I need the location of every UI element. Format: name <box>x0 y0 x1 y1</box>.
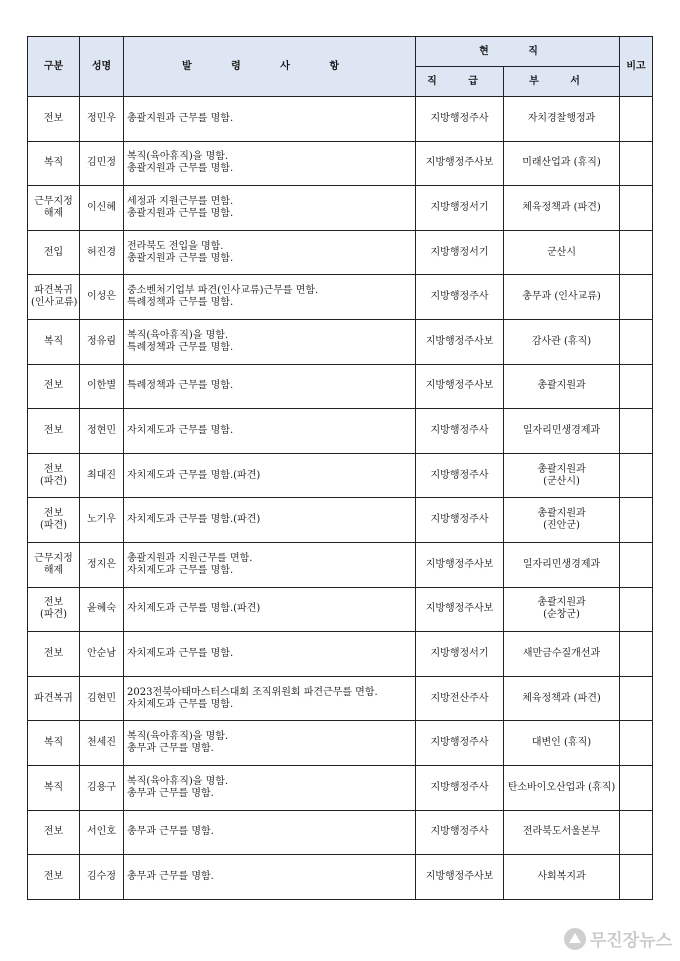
category-cell <box>28 721 80 766</box>
department-cell-line: 대변인 (휴직) <box>531 737 592 749</box>
rank-cell: 지방행정주사 <box>416 409 504 454</box>
department-cell-line: 미래산업과 (휴직) <box>522 157 601 169</box>
category-cell <box>28 186 80 231</box>
department-cell-line: 체육정책과 (파견) <box>522 201 601 213</box>
table-row <box>28 765 653 810</box>
table-row <box>28 409 653 454</box>
remarks-cell <box>620 97 653 142</box>
department-cell <box>504 498 620 543</box>
rank-cell: 지방전산주사 <box>416 676 504 721</box>
department-cell-line: 총괄지원과 <box>537 597 586 609</box>
table-row <box>28 632 653 677</box>
header-remarks: 비고 <box>620 37 653 97</box>
department-cell-line: (순창군) <box>543 609 580 621</box>
rank-cell: 지방행정주사 <box>416 498 504 543</box>
category-cell-line: 전보 <box>43 424 64 436</box>
remarks-cell <box>620 542 653 587</box>
header-row-1 <box>28 37 653 67</box>
category-cell-line: (파견) <box>39 520 68 532</box>
category-cell <box>28 498 80 543</box>
name-cell: 정현민 <box>80 409 124 454</box>
table-row <box>28 141 653 186</box>
name-cell: 허진경 <box>80 230 124 275</box>
order-cell-line: 세정과 지원근무를 면함. <box>127 195 234 207</box>
category-cell-line: 파견복귀 <box>34 285 73 297</box>
name-cell: 정민우 <box>80 97 124 142</box>
remarks-cell <box>620 409 653 454</box>
name-cell: 이한별 <box>80 364 124 409</box>
order-cell-line: 복직(육아휴직)을 명함. <box>127 731 229 743</box>
order-cell-line: 총무과 근무를 명함. <box>127 870 214 882</box>
header-name: 성명 <box>80 37 124 97</box>
category-cell <box>28 676 80 721</box>
category-cell <box>28 141 80 186</box>
department-cell <box>504 453 620 498</box>
header-order: 발 령 사 항 <box>124 37 416 97</box>
category-cell <box>28 765 80 810</box>
department-cell-line: 감사관 (휴직) <box>531 335 592 347</box>
order-cell <box>124 542 416 587</box>
category-cell <box>28 855 80 900</box>
order-cell-line: 총괄지원과 근무를 명함. <box>127 163 234 175</box>
category-cell-line: 파견복귀 <box>34 692 73 704</box>
category-cell <box>28 453 80 498</box>
department-cell <box>504 230 620 275</box>
table-row <box>28 721 653 766</box>
table-row <box>28 186 653 231</box>
department-cell-line: 탄소바이오산업과 (휴직) <box>507 781 616 793</box>
department-cell-line: 체육정책과 (파견) <box>522 692 601 704</box>
category-cell-line: (인사교류) <box>31 297 78 309</box>
category-cell-line: 전보 <box>43 463 64 475</box>
category-cell-line: 전보 <box>43 870 64 882</box>
remarks-cell <box>620 319 653 364</box>
order-cell <box>124 364 416 409</box>
rank-cell: 지방행정주사 <box>416 810 504 855</box>
rank-cell: 지방행정서기 <box>416 230 504 275</box>
remarks-cell <box>620 364 653 409</box>
remarks-cell <box>620 632 653 677</box>
remarks-cell <box>620 810 653 855</box>
table-row <box>28 810 653 855</box>
department-cell-line: 새만금수질개선과 <box>522 647 601 659</box>
remarks-cell <box>620 141 653 186</box>
mountain-logo-icon <box>564 928 586 950</box>
department-cell <box>504 632 620 677</box>
table-row <box>28 498 653 543</box>
order-cell-line: 중소벤처기업부 파견(인사교류)근무를 면함. <box>127 285 319 297</box>
category-cell-line: 근무지정 <box>34 552 73 564</box>
order-cell-line: 총무과 근무를 명함. <box>127 743 214 755</box>
department-cell-line: 총괄지원과 <box>537 380 586 392</box>
remarks-cell <box>620 230 653 275</box>
category-cell-line: 근무지정 <box>34 195 73 207</box>
rank-cell: 지방행정주사보 <box>416 141 504 186</box>
name-cell: 김수정 <box>80 855 124 900</box>
rank-cell: 지방행정주사 <box>416 275 504 320</box>
rank-cell: 지방행정서기 <box>416 632 504 677</box>
order-cell <box>124 676 416 721</box>
table-row <box>28 364 653 409</box>
department-cell-line: 총괄지원과 <box>537 508 586 520</box>
category-cell-line: 전보 <box>43 508 64 520</box>
rank-cell: 지방행정주사 <box>416 453 504 498</box>
rank-cell: 지방행정주사보 <box>416 364 504 409</box>
department-cell-line: 사회복지과 <box>537 870 586 882</box>
department-cell-line: 총무과 (인사교류) <box>522 291 601 303</box>
name-cell: 김용구 <box>80 765 124 810</box>
department-cell <box>504 409 620 454</box>
name-cell: 안순남 <box>80 632 124 677</box>
rank-cell: 지방행정서기 <box>416 186 504 231</box>
name-cell: 김현민 <box>80 676 124 721</box>
order-cell <box>124 409 416 454</box>
order-cell-line: 자치제도과 근무를 명함. <box>127 564 234 576</box>
order-cell-line: 자치제도과 근무를 명함. <box>127 698 234 710</box>
category-cell-line: 전보 <box>43 380 64 392</box>
category-cell-line: 전보 <box>43 647 64 659</box>
category-cell-line: 복직 <box>43 781 64 793</box>
table-row <box>28 587 653 632</box>
header-category: 구분 <box>28 37 80 97</box>
department-cell <box>504 186 620 231</box>
category-cell <box>28 542 80 587</box>
roster-body <box>28 97 653 900</box>
table-row <box>28 319 653 364</box>
remarks-cell <box>620 186 653 231</box>
category-cell-line: 해제 <box>43 564 64 576</box>
category-cell-line: 복직 <box>43 737 64 749</box>
table-row <box>28 542 653 587</box>
remarks-cell <box>620 855 653 900</box>
department-cell <box>504 319 620 364</box>
department-cell-line: 일자리민생경제과 <box>522 424 601 436</box>
remarks-cell <box>620 275 653 320</box>
name-cell: 김민정 <box>80 141 124 186</box>
department-cell <box>504 721 620 766</box>
name-cell: 정유림 <box>80 319 124 364</box>
remarks-cell <box>620 721 653 766</box>
order-cell <box>124 765 416 810</box>
department-cell <box>504 587 620 632</box>
order-cell-line: 특례정책과 근무를 명함. <box>127 341 234 353</box>
order-cell-line: 총괄지원과 근무를 명함. <box>127 252 234 264</box>
category-cell-line: 해제 <box>43 207 64 219</box>
category-cell <box>28 97 80 142</box>
header-department: 부 서 <box>504 67 620 97</box>
table-row <box>28 230 653 275</box>
department-cell-line: (군산시) <box>543 475 580 487</box>
order-cell-line: 2023전북아태마스터스대회 조직위원회 파견근무를 면함. <box>127 686 378 698</box>
category-cell <box>28 319 80 364</box>
remarks-cell <box>620 498 653 543</box>
order-cell-line: 총무과 근무를 명함. <box>127 826 214 838</box>
order-cell-line: 총괄지원과 근무를 명함. <box>127 112 234 124</box>
department-cell <box>504 855 620 900</box>
order-cell-line: 자치제도과 근무를 명함. <box>127 424 234 436</box>
order-cell <box>124 810 416 855</box>
order-cell <box>124 230 416 275</box>
order-cell-line: 복직(육아휴직)을 명함. <box>127 151 229 163</box>
department-cell <box>504 275 620 320</box>
department-cell <box>504 97 620 142</box>
category-cell <box>28 275 80 320</box>
department-cell <box>504 141 620 186</box>
name-cell: 천세진 <box>80 721 124 766</box>
category-cell-line: 전입 <box>43 246 64 258</box>
table-row <box>28 275 653 320</box>
name-cell: 이성은 <box>80 275 124 320</box>
department-cell-line: 전라북도서울본부 <box>522 826 601 838</box>
category-cell-line: 복직 <box>43 335 64 347</box>
department-cell-line: 총괄지원과 <box>537 463 586 475</box>
order-cell-line: 총괄지원과 지원근무를 면함. <box>127 552 253 564</box>
category-cell-line: 전보 <box>43 597 64 609</box>
table-row <box>28 855 653 900</box>
name-cell: 윤혜숙 <box>80 587 124 632</box>
order-cell <box>124 319 416 364</box>
remarks-cell <box>620 453 653 498</box>
order-cell-line: 자치제도과 근무를 명함.(파견) <box>127 514 261 526</box>
category-cell <box>28 409 80 454</box>
department-cell-line: (진안군) <box>543 520 580 532</box>
rank-cell: 지방행정주사보 <box>416 855 504 900</box>
remarks-cell <box>620 765 653 810</box>
order-cell-line: 복직(육아휴직)을 명함. <box>127 329 229 341</box>
order-cell <box>124 97 416 142</box>
category-cell-line: 전보 <box>43 112 64 124</box>
category-cell <box>28 230 80 275</box>
category-cell-line: (파견) <box>39 475 68 487</box>
order-cell-line: 복직(육아휴직)을 명함. <box>127 775 229 787</box>
department-cell <box>504 364 620 409</box>
order-cell <box>124 498 416 543</box>
name-cell: 이신혜 <box>80 186 124 231</box>
header-rank: 직 급 <box>416 67 504 97</box>
order-cell <box>124 721 416 766</box>
table-row <box>28 676 653 721</box>
order-cell-line: 자치제도과 근무를 명함.(파견) <box>127 469 261 481</box>
category-cell-line: 복직 <box>43 157 64 169</box>
name-cell: 최대진 <box>80 453 124 498</box>
rank-cell: 지방행정주사보 <box>416 542 504 587</box>
order-cell-line: 전라북도 전입을 명함. <box>127 240 224 252</box>
order-cell <box>124 186 416 231</box>
department-cell <box>504 676 620 721</box>
category-cell <box>28 810 80 855</box>
department-cell-line: 일자리민생경제과 <box>522 558 601 570</box>
remarks-cell <box>620 587 653 632</box>
order-cell-line: 총괄지원과 근무를 명함. <box>127 207 234 219</box>
remarks-cell <box>620 676 653 721</box>
category-cell <box>28 587 80 632</box>
order-cell-line: 특례정책과 근무를 명함. <box>127 297 234 309</box>
table-row <box>28 453 653 498</box>
rank-cell: 지방행정주사보 <box>416 319 504 364</box>
order-cell <box>124 453 416 498</box>
order-cell <box>124 632 416 677</box>
department-cell-line: 군산시 <box>547 246 576 258</box>
rank-cell: 지방행정주사보 <box>416 587 504 632</box>
department-cell <box>504 542 620 587</box>
order-cell-line: 총무과 근무를 명함. <box>127 787 214 799</box>
name-cell: 서인호 <box>80 810 124 855</box>
order-cell-line: 자치제도과 근무를 명함. <box>127 647 234 659</box>
name-cell: 노기우 <box>80 498 124 543</box>
department-cell <box>504 765 620 810</box>
order-cell <box>124 275 416 320</box>
name-cell: 정지은 <box>80 542 124 587</box>
order-cell <box>124 587 416 632</box>
personnel-order-table <box>27 36 653 900</box>
table-row <box>28 97 653 142</box>
watermark-text: 무진장뉴스 <box>589 931 672 951</box>
category-cell <box>28 364 80 409</box>
order-cell <box>124 855 416 900</box>
header-current-position: 현 직 <box>416 37 620 67</box>
order-cell <box>124 141 416 186</box>
category-cell <box>28 632 80 677</box>
order-cell-line: 자치제도과 근무를 명함.(파견) <box>127 603 261 615</box>
rank-cell: 지방행정주사 <box>416 97 504 142</box>
department-cell-line: 자치경찰행정과 <box>527 112 596 124</box>
rank-cell: 지방행정주사 <box>416 765 504 810</box>
department-cell <box>504 810 620 855</box>
rank-cell: 지방행정주사 <box>416 721 504 766</box>
category-cell-line: 전보 <box>43 826 64 838</box>
category-cell-line: (파견) <box>39 609 68 621</box>
order-cell-line: 특례정책과 근무를 명함. <box>127 380 234 392</box>
watermark <box>564 926 672 951</box>
